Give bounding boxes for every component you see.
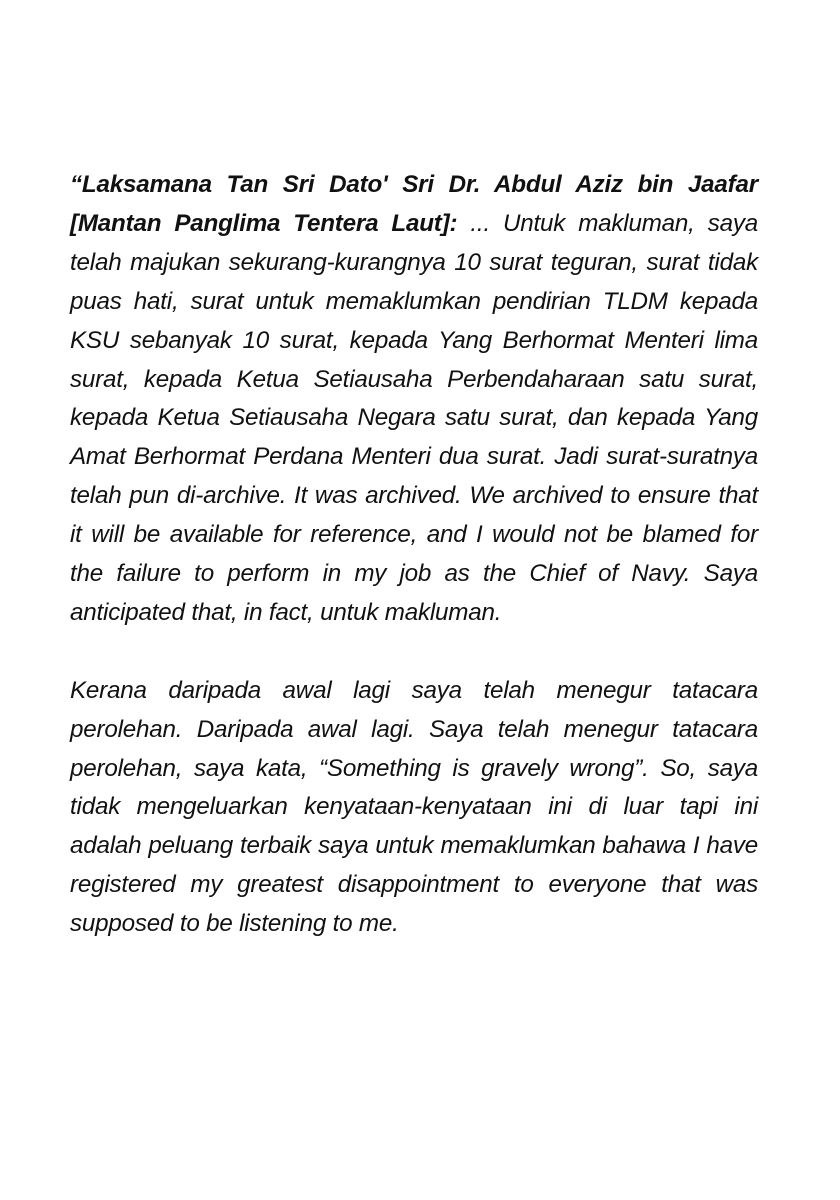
speaker-attribution: “Laksamana Tan Sri Dato' Sri Dr. Abdul Aziz bin Jaafar [Mantan Panglima Tentera Laut]:: [70, 171, 758, 237]
paragraph-2: [70, 672, 758, 944]
paragraph-1: [70, 166, 758, 633]
paragraph-2-body: Kerana daripada awal lagi saya telah menegur tatacara perolehan. Daripada awal lagi. Saya telah menegur tatacara perolehan, saya kata, “Something is gravely wrong”. So, saya tidak mengeluarkan kenyataan-kenyataan ini di luar tapi ini adalah peluang terbaik saya untuk memaklumkan bahawa I have registered my greatest disappointment to everyone that was supposed to be listening to me.: [70, 676, 758, 938]
paragraph-1-body: ... Untuk makluman, saya telah majukan sekurang-kurangnya 10 surat teguran, surat tidak puas hati, surat untuk memaklumkan pendirian TLDM kepada KSU sebanyak 10 surat, kepada Yang Berhormat Menteri lima surat, kepada Ketua Setiausaha Perbendaharaan satu surat, kepada Ketua Setiausaha Negara satu surat, dan kepada Yang Amat Berhormat Perdana Menteri dua surat. Jadi surat-suratnya telah pun di-archive. It was archived. We archived to ensure that it will be available for reference, and I would not be blamed for the failure to perform in my job as the Chief of Navy. Saya anticipated that, in fact, untuk makluman.: [70, 209, 759, 626]
